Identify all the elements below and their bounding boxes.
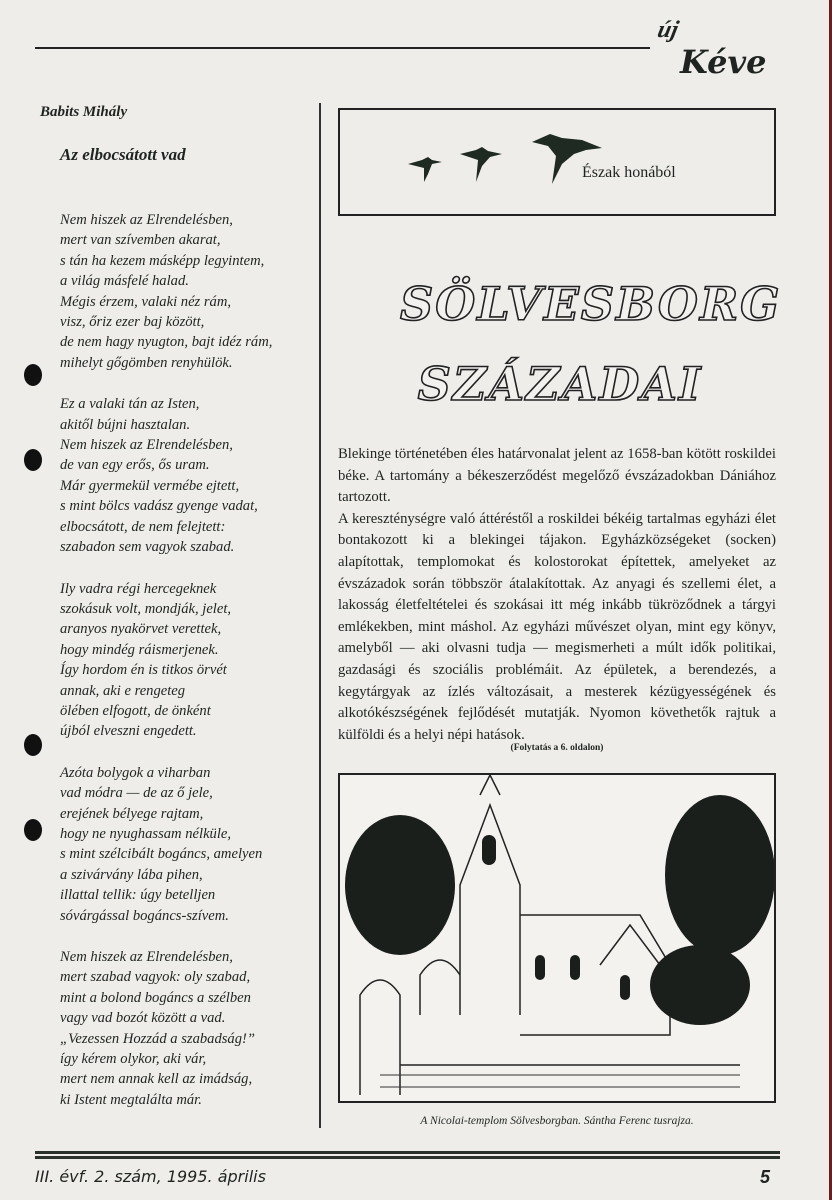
headline-line1: SÖLVESBORG	[400, 277, 782, 331]
poem-line: ölében elfogott, de önként	[60, 702, 211, 719]
poem-line: szabadon sem vagyok szabad.	[60, 539, 235, 556]
flying-geese-icon	[402, 124, 662, 194]
punch-hole	[24, 819, 42, 841]
poem-line: Ily vadra régi hercegeknek	[60, 580, 217, 597]
poem-line: Így hordom én is titkos örvét	[60, 662, 227, 679]
poem-line: hogy ne nyughassam nélküle,	[60, 825, 232, 842]
poem-line: vad módra — de az ő jele,	[60, 785, 213, 802]
poem-line: Már gyermekül vermébe ejtett,	[60, 477, 240, 494]
poem-line: erejének bélyege rajtam,	[60, 805, 204, 822]
poem-line: akitől bújni hasztalan.	[60, 416, 191, 433]
poem-author: Babits Mihály	[40, 104, 128, 120]
poem-line: s tán ha kezem másképp legyintem,	[60, 252, 265, 269]
poem-stanza	[60, 394, 318, 557]
page-number: 5	[760, 1167, 771, 1187]
church-illustration	[338, 773, 776, 1103]
article-paragraph: A kereszténységre való áttéréstől a roskildei békéig tartalmas egyházi élet bontakozott ki a blekingei tájakon. Egyházközségeket (socken) alapítottak, templomokat és kolostorokat építettek, amelyeket az évszázadok során többször átalakítottak. Az anyagi és szellemi élet, a lakosság életfeltételei és szokásai itt még inkább tükröződnek a tárgyi emlékekben, mint máshol. Az egyházi művészet olyan, mint egy könyv, amelyből — aki olvasni tudja — megismerheti a múlt idők politikai, gazdasági és szociális problémáit. Az épületek, a berendezés, a kegytárgyak az ízlés változásait, a mesterek kézügyességének és alkotókészségének fejlődését mutatják. Nyomon követhetők rajtuk a külföldi és a helyi népi hatások.	[338, 510, 776, 743]
illustration-caption: A Nicolai-templom Sölvesborgban. Sántha Ferenc tusrajza.	[420, 1115, 694, 1127]
poem-line: hogy mindég ráismerjenek.	[60, 641, 219, 658]
poem-line: szokásuk volt, mondják, jelet,	[60, 600, 232, 617]
poem-line: a világ másfelé halad.	[60, 273, 189, 290]
poem-line: Mégis érzem, valaki néz rám,	[60, 293, 232, 310]
poem-line: így kérem olykor, aki vár,	[60, 1051, 207, 1068]
continued-note: (Folytatás a 6. oldalon)	[510, 743, 604, 753]
poem-title: Az elbocsátott vad	[60, 145, 186, 164]
magazine-logo	[650, 18, 790, 84]
poem-body	[60, 210, 318, 1110]
poem-line: Nem hiszek az Elrendelésben,	[60, 949, 233, 965]
poem-line: Ez a valaki tán az Isten,	[60, 396, 200, 413]
header-rule	[35, 47, 650, 49]
column-divider	[319, 103, 321, 1128]
poem-stanza	[60, 763, 318, 926]
poem-line: s mint bölcs vadász gyenge vadat,	[60, 498, 258, 515]
logo-uj: új	[655, 17, 681, 43]
poem-line: mert szabad vagyok: oly szabad,	[60, 969, 251, 986]
poem-line: „Vezessen Hozzád a szabadság!”	[60, 1030, 256, 1047]
article-paragraph: Blekinge történetében éles határvonalat jelent az 1658-ban kötött roskildei béke. A tartomány a békeszerződést megelőző évszázadokban Dániához tartozott.	[338, 446, 776, 506]
poem-line: mihelyt gőgömben renyhülök.	[60, 354, 233, 371]
poem-line: mert van szívemben akarat,	[60, 232, 221, 249]
poem-line: mert nem annak kell az imádság,	[60, 1071, 253, 1088]
column-header-box	[338, 108, 776, 216]
poem-line: mint a bolond bogáncs a szélben	[60, 989, 251, 1006]
punch-hole	[24, 734, 42, 756]
poem-stanza	[60, 210, 318, 373]
poem-line: Nem hiszek az Elrendelésben,	[60, 437, 233, 454]
footer-rule	[35, 1151, 780, 1159]
poem-line: visz, őriz ezer baj között,	[60, 314, 205, 331]
punch-hole	[24, 449, 42, 471]
poem-line: vagy vad bozót között a vad.	[60, 1010, 226, 1027]
church-drawing	[340, 775, 774, 1101]
poem-line: újból elveszni engedett.	[60, 723, 197, 740]
poem-line: de van egy erős, ős uram.	[60, 457, 210, 474]
poem-line: s mint szélcibált bogáncs, amelyen	[60, 846, 263, 863]
poem-line: illattal tellik: úgy betelljen	[60, 887, 216, 904]
poem-line: aranyos nyakörvet verettek,	[60, 621, 222, 638]
poem-line: ki Istent megtalálta már.	[60, 1091, 202, 1108]
issue-info: III. évf. 2. szám, 1995. április	[35, 1167, 266, 1186]
poem-line: elbocsátott, de nem felejtett:	[60, 518, 226, 535]
column-subtitle: Észak honából	[582, 164, 676, 181]
poem-stanza	[60, 947, 318, 1110]
article-body	[338, 444, 776, 746]
poem-line: Azóta bolygok a viharban	[60, 764, 211, 781]
poem-line: sóvárgással bogáncs-szívem.	[60, 907, 229, 924]
punch-hole	[24, 364, 42, 386]
logo-keve: Kéve	[680, 43, 767, 81]
poem-line: annak, aki e rengeteg	[60, 682, 186, 699]
poem-stanza	[60, 579, 318, 742]
headline-line2: SZÁZADAI	[417, 357, 703, 411]
poem-line: de nem hagy nyugton, bajt idéz rám,	[60, 334, 273, 351]
poem-line: Nem hiszek az Elrendelésben,	[60, 212, 233, 228]
poem-line: a szivárvány lába pihen,	[60, 866, 203, 883]
